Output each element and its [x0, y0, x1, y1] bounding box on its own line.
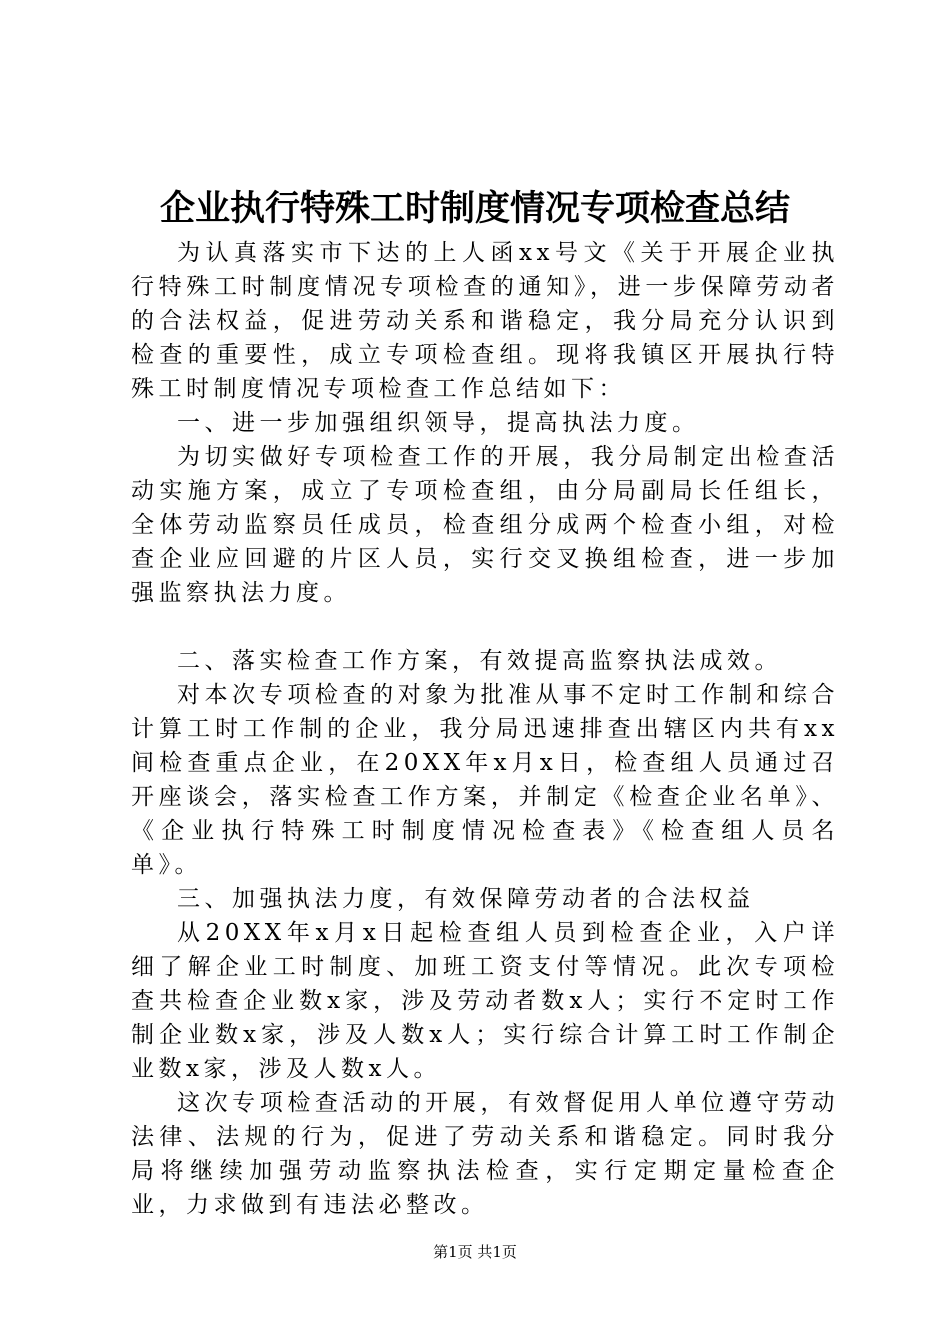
section-3-paragraph: 从20XX年x月x日起检查组人员到检查企业，入户详细了解企业工时制度、加班工资支付等情况。此次专项检查共检查企业数x家，涉及劳动者数x人；实行不定时工作制企业数x家，涉及人数x人；实行综合计算工时工作制企业数x家，涉及人数x人。 [131, 920, 839, 1082]
section-heading-2: 二、落实检查工作方案，有效提高监察执法成效。 [177, 648, 782, 674]
section-1-paragraph: 为切实做好专项检查工作的开展，我分局制定出检查活动实施方案，成立了专项检查组，由分局副局长任组长，全体劳动监察员任成员，检查组分成两个检查小组，对检查企业应回避的片区人员，实行交叉换组检查，进一步加强监察执法力度。 [131, 444, 839, 606]
closing-paragraph: 这次专项检查活动的开展，有效督促用人单位遵守劳动法律、法规的行为，促进了劳动关系和谐稳定。同时我分局将继续加强劳动监察执法检查，实行定期定量检查企业，力求做到有违法必整改。 [131, 1090, 839, 1218]
section-heading-1: 一、进一步加强组织领导，提高执法力度。 [177, 410, 700, 436]
document-title: 企业执行特殊工时制度情况专项检查总结 [159, 188, 790, 229]
section-2-paragraph: 对本次专项检查的对象为批准从事不定时工作制和综合计算工时工作制的企业，我分局迅速排查出辖区内共有xx间检查重点企业，在20XX年x月x日，检查组人员通过召开座谈会，落实检查工作方案，并制定《检查企业名单》、《企业执行特殊工时制度情况检查表》《检查组人员名单》。 [131, 682, 839, 878]
document-body [131, 236, 839, 1222]
intro-paragraph: 为认真落实市下达的上人函xx号文《关于开展企业执行特殊工时制度情况专项检查的通知》，进一步保障劳动者的合法权益，促进劳动关系和谐稳定，我分局充分认识到检查的重要性，成立专项检查组。现将我镇区开展执行特殊工时制度情况专项检查工作总结如下： [131, 240, 839, 402]
section-heading-3: 三、加强执法力度，有效保障劳动者的合法权益 [177, 886, 755, 912]
page-number-footer: 第1页 共1页 [433, 1243, 517, 1261]
